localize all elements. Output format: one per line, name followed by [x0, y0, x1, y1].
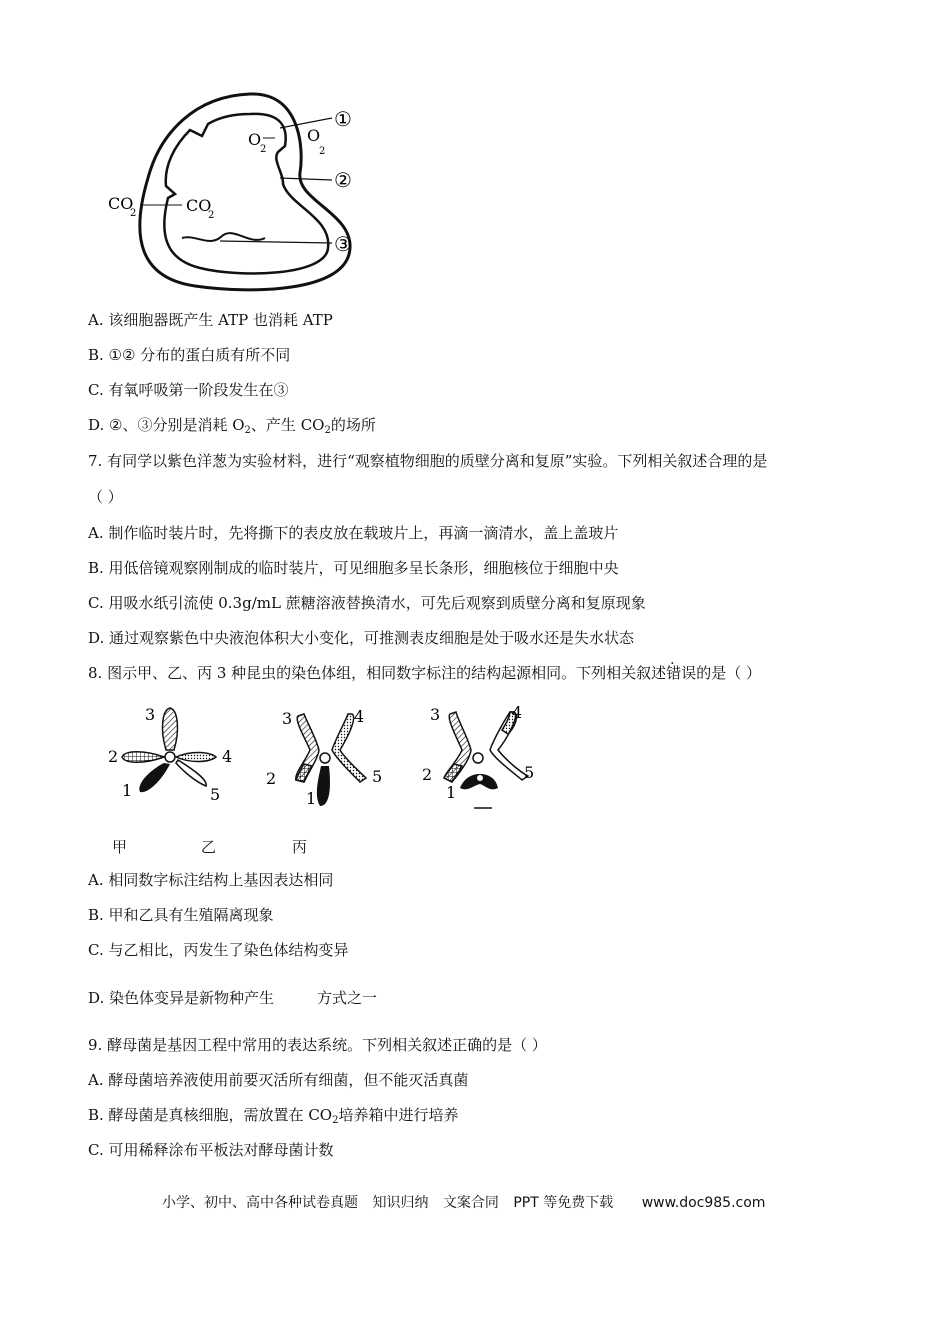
- bing-num-5: 5: [524, 763, 535, 782]
- co2-sub-right: 2: [208, 210, 215, 221]
- yi-num-2: 2: [266, 769, 277, 788]
- marker-2: ②: [334, 168, 352, 192]
- inner-membrane: [164, 114, 328, 274]
- karyotype-yi: [266, 707, 382, 808]
- footer-item-contracts: 文案合同: [442, 1195, 499, 1211]
- q7-option-d: D. 通过观察紫色中央液泡体积大小变化，可推测表皮细胞是处于吸水还是失水状态: [88, 629, 635, 647]
- o2-sub-left: 2: [260, 144, 267, 155]
- footer-item-knowledge: 知识归纳: [372, 1195, 429, 1211]
- q6-option-c: C. 有氧呼吸第一阶段发生在③: [88, 381, 289, 399]
- co2-label-right: CO: [186, 196, 212, 215]
- o2-label-left: O: [248, 130, 262, 149]
- q7-option-a: A. 制作临时装片时，先将撕下的表皮放在载玻片上，再滴一滴清水，盖上盖玻片: [88, 524, 619, 542]
- mitochondrion-diagram: [100, 88, 380, 303]
- q9-option-a: A. 酵母菌培养液使用前要灭活所有细菌，但不能灭活真菌: [88, 1071, 469, 1089]
- co2-label-left: CO: [108, 194, 134, 213]
- footer-url-link[interactable]: www.doc985.com: [641, 1195, 766, 1211]
- q8-option-b: B. 甲和乙具有生殖隔离现象: [88, 906, 274, 924]
- jia-num-2: 2: [108, 747, 119, 766]
- karyotype-bing: [422, 703, 534, 808]
- chromosome-figure: [100, 700, 560, 812]
- yi-num-1: 1: [306, 789, 317, 808]
- emphasis-wrong: 错误: [666, 664, 697, 682]
- caption-jia: 甲: [112, 838, 128, 856]
- o2-label-right: O: [307, 126, 321, 145]
- o2-sub-right: 2: [319, 146, 326, 157]
- q8-option-c: C. 与乙相比，丙发生了染色体结构变异: [88, 941, 349, 959]
- q6-option-a: A. 该细胞器既产生 ATP 也消耗 ATP: [88, 311, 333, 329]
- q9-stem: 9. 酵母菌是基因工程中常用的表达系统。下列相关叙述正确的是（ ）: [88, 1036, 547, 1054]
- q6-option-d: D. ②、③分别是消耗 $O_2$、产生 $CO_2$的场所: [88, 416, 376, 436]
- q7-stem: 7. 有同学以紫色洋葱为实验材料，进行“观察植物细胞的质壁分离和复原”实验。下列相关叙述合理的是: [88, 452, 768, 470]
- marker-3: ③: [334, 232, 352, 256]
- jia-num-4: 4: [222, 747, 233, 766]
- jia-num-3: 3: [145, 705, 156, 724]
- q6-option-b: B. ①② 分布的蛋白质有所不同: [88, 346, 291, 364]
- q7-option-c: C. 用吸水纸引流使 0.3g/mL 蔗糖溶液替换清水，可先后观察到质壁分离和复原现象: [88, 594, 646, 612]
- karyotype-jia: [108, 705, 232, 804]
- caption-bing: 丙: [292, 838, 308, 856]
- jia-num-5: 5: [210, 785, 221, 804]
- jia-num-1: 1: [122, 781, 133, 800]
- q9-option-b: B. 酵母菌是真核细胞，需放置在 $CO_2$培养箱中进行培养: [88, 1106, 459, 1126]
- q8-stem: 8. 图示甲、乙、丙 3 种昆虫的染色体组，相同数字标注的结构起源相同。下列相关叙述错误的是（ ）: [88, 664, 761, 682]
- co2-sub-left: 2: [130, 208, 137, 219]
- q7-option-b: B. 用低倍镜观察刚制成的临时装片，可见细胞多呈长条形，细胞核位于细胞中央: [88, 559, 619, 577]
- yi-num-5: 5: [372, 767, 383, 786]
- yi-num-3: 3: [282, 709, 293, 728]
- footer-item-ppt: PPT 等免费下载: [513, 1195, 614, 1211]
- page-footer: [162, 1192, 775, 1212]
- bing-num-1: 1: [446, 783, 457, 802]
- marker-1: ①: [334, 107, 352, 131]
- bing-num-3: 3: [430, 705, 441, 724]
- caption-yi: 乙: [201, 838, 217, 856]
- yi-num-4: 4: [354, 707, 365, 726]
- bing-num-2: 2: [422, 765, 433, 784]
- footer-item-exams: 小学、初中、高中各种试卷真题: [162, 1195, 358, 1211]
- q7-answer-paren: （ ）: [88, 488, 123, 506]
- q8-option-a: A. 相同数字标注结构上基因表达相同: [88, 871, 334, 889]
- bing-num-4: 4: [512, 703, 523, 722]
- q9-option-c: C. 可用稀释涂布平板法对酵母菌计数: [88, 1141, 334, 1159]
- q8-option-d: D. 染色体变异是新物种产生 方式之一: [88, 989, 377, 1007]
